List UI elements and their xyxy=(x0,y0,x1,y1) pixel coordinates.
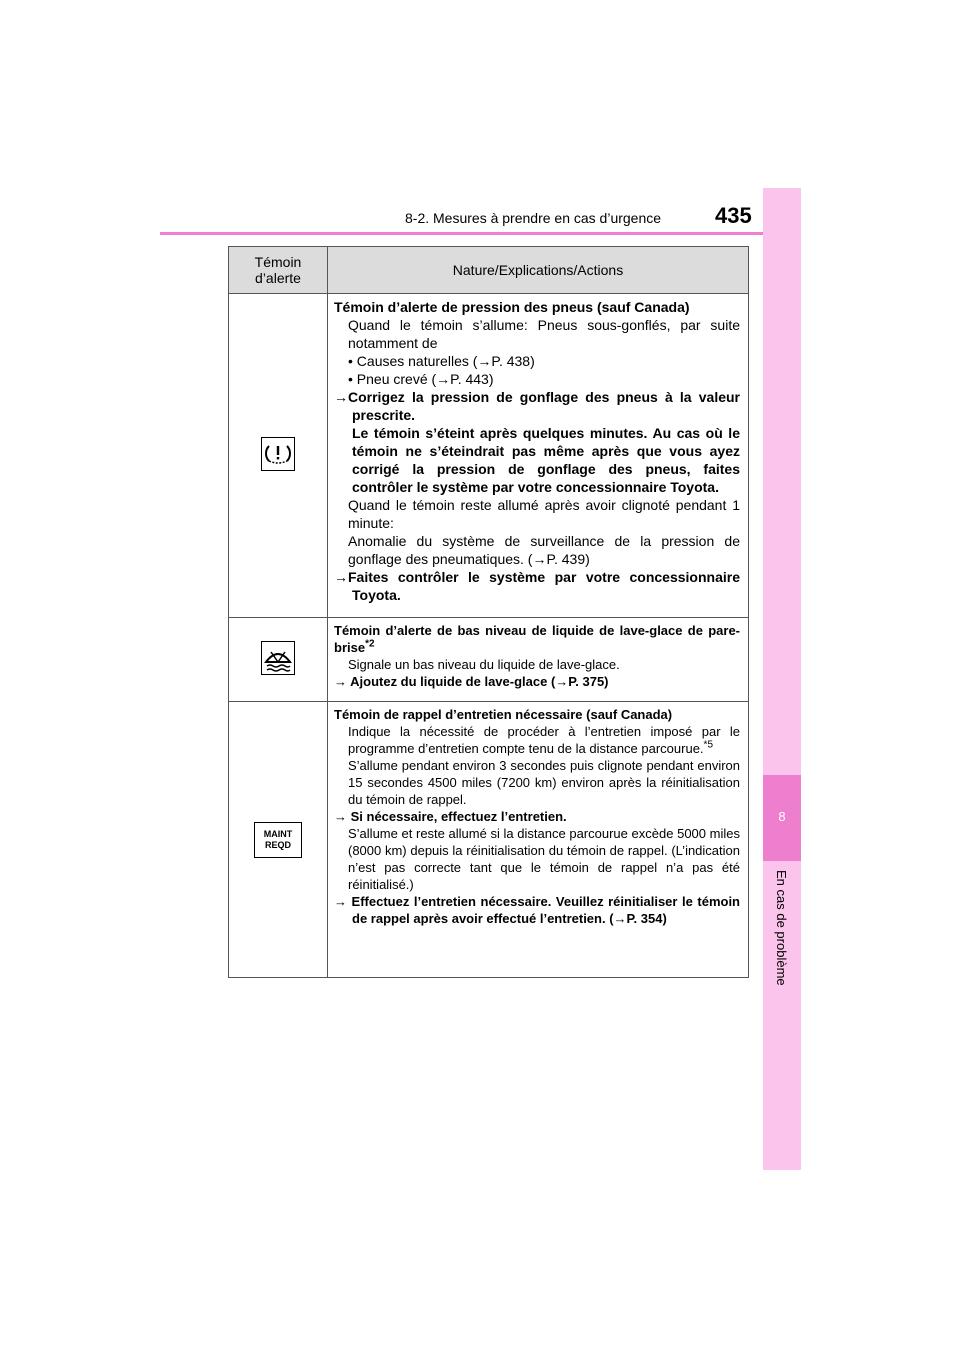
text-line: Quand le témoin s’allume: Pneus sous-gonflés, par suite notamment de xyxy=(348,317,740,351)
chapter-tab[interactable] xyxy=(763,775,801,861)
list-item: • Pneu crevé (→P. 443) xyxy=(348,371,494,387)
warning-lights-table xyxy=(228,246,749,978)
action-line: → Si nécessaire, effectuez l’entretien. xyxy=(334,809,567,824)
chapter-tab-strip xyxy=(763,188,801,1170)
text-content: Indique la nécessité de procéder à l’entretien imposé par le programme d’entretien compte tenu de la distance parcourue. xyxy=(348,724,740,756)
list-item: • Causes naturelles (→P. 438) xyxy=(348,353,535,369)
footnote-ref: *5 xyxy=(703,739,713,751)
action-line: →Faites contrôler le système par votre concessionnaire Toyota. xyxy=(334,569,740,603)
action-note: Le témoin s’éteint après quelques minutes. Au cas où le témoin ne s’éteindrait pas même après que vous ayez corrigé la pression de gonflage des pneus, faites contrôler le système par votre concessionnaire Toyota. xyxy=(352,425,740,495)
description-cell xyxy=(328,702,749,978)
maint-icon-text: MAINT xyxy=(263,828,293,839)
footnote-ref: *2 xyxy=(365,638,375,650)
icon-cell xyxy=(229,294,328,618)
row-title: Témoin d’alerte de pression des pneus (sauf Canada) xyxy=(334,299,690,315)
action-line: → Effectuez l’entretien nécessaire. Veuillez réinitialiser le témoin de rappel après avoir effectué l’entretien. (→P. 354) xyxy=(334,894,740,926)
chapter-label: En cas de problème xyxy=(774,870,789,986)
action-line: → Ajoutez du liquide de lave-glace (→P. 375) xyxy=(334,674,609,689)
washer-fluid-warning-icon xyxy=(261,641,295,675)
reqd-icon-text: REQD xyxy=(264,839,291,850)
description-cell xyxy=(328,618,749,702)
chapter-number: 8 xyxy=(778,809,786,824)
description-cell xyxy=(328,294,749,618)
icon-cell xyxy=(229,702,328,978)
maintenance-required-icon xyxy=(254,822,302,858)
icon-cell xyxy=(229,618,328,702)
column-header-icon: Témoin d’alerte xyxy=(229,247,328,294)
column-header-description: Nature/Explications/Actions xyxy=(328,247,749,294)
header-rule xyxy=(160,232,800,235)
text-line: Anomalie du système de surveillance de la pression de gonflage des pneumatiques. (→P. 439) xyxy=(348,533,740,567)
text-line: S’allume et reste allumé si la distance parcourue excède 5000 miles (8000 km) depuis la réinitialisation du témoin de rappel. (L’indication n’est pas correcte tant que le témoin de rappel n’a pas été réinitialisé.) xyxy=(348,826,740,892)
tire-pressure-warning-icon xyxy=(261,437,295,471)
text-line: Signale un bas niveau du liquide de lave-glace. xyxy=(348,657,620,672)
text-line: S’allume pendant environ 3 secondes puis clignote pendant environ 15 secondes 4500 miles (7200 km) environ après la réinitialisation du témoin de rappel. xyxy=(348,758,740,807)
table-row xyxy=(229,702,749,978)
table-row xyxy=(229,294,749,618)
row-title xyxy=(334,622,740,656)
page-number: 435 xyxy=(715,203,752,228)
table-header-row xyxy=(229,247,749,294)
text-line: Quand le témoin reste allumé après avoir clignoté pendant 1 minute: xyxy=(348,497,740,531)
section-title: 8-2. Mesures à prendre en cas d’urgence xyxy=(405,210,662,226)
row-title-text: Témoin d’alerte de bas niveau de liquide de lave-glace de pare-brise xyxy=(334,623,740,655)
text-line xyxy=(334,723,740,757)
row-title: Témoin de rappel d’entretien nécessaire (sauf Canada) xyxy=(334,707,673,722)
action-line: →Corrigez la pression de gonflage des pneus à la valeur prescrite. xyxy=(334,389,740,423)
table-row xyxy=(229,618,749,702)
